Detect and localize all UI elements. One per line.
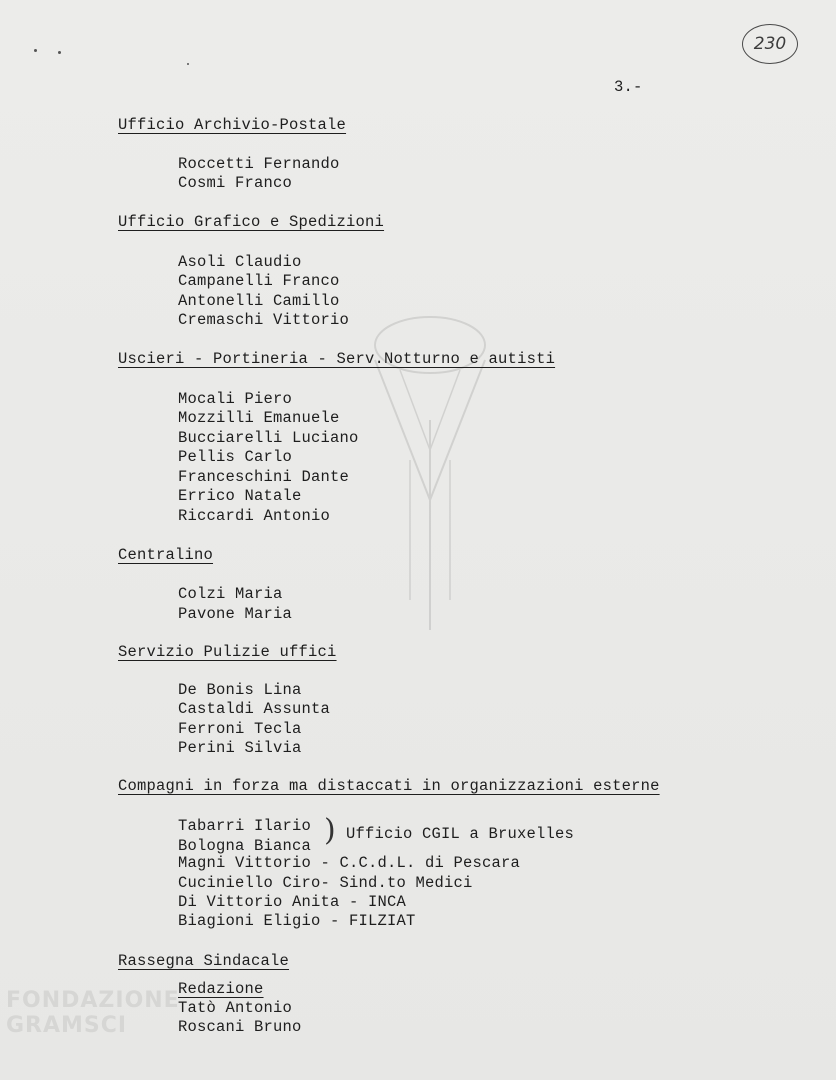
name-line: Antonelli Camillo xyxy=(178,292,340,310)
name-line: Pellis Carlo xyxy=(178,448,293,466)
speck xyxy=(187,63,189,65)
page-number: 3.- xyxy=(614,78,643,96)
speck xyxy=(34,49,37,52)
name-line: Franceschini Dante xyxy=(178,468,350,486)
name-line: Perini Silvia xyxy=(178,739,302,757)
name-line: Mozzilli Emanuele xyxy=(178,409,340,427)
name-line: Tatò Antonio xyxy=(178,999,293,1017)
bruxelles-note: Ufficio CGIL a Bruxelles xyxy=(346,825,575,843)
name-line: Cuciniello Ciro- Sind.to Medici xyxy=(178,874,473,892)
name-line: Tabarri Ilario xyxy=(178,817,312,835)
section-heading-archivio: Ufficio Archivio-Postale xyxy=(118,116,347,134)
subheading-redazione: Redazione xyxy=(178,980,264,998)
name-line: Roscani Bruno xyxy=(178,1018,302,1036)
name-line: De Bonis Lina xyxy=(178,681,302,699)
name-line: Bologna Bianca xyxy=(178,837,312,855)
name-line: Cosmi Franco xyxy=(178,174,293,192)
name-line: Cremaschi Vittorio xyxy=(178,311,350,329)
name-line: Riccardi Antonio xyxy=(178,507,331,525)
name-line: Di Vittorio Anita - INCA xyxy=(178,893,407,911)
name-line: Errico Natale xyxy=(178,487,302,505)
name-line: Biagioni Eligio - FILZIAT xyxy=(178,912,416,930)
name-line: Magni Vittorio - C.C.d.L. di Pescara xyxy=(178,854,521,872)
name-line: Bucciarelli Luciano xyxy=(178,429,359,447)
section-heading-grafico: Ufficio Grafico e Spedizioni xyxy=(118,213,385,231)
name-line: Mocali Piero xyxy=(178,390,293,408)
name-line: Campanelli Franco xyxy=(178,272,340,290)
section-heading-rassegna: Rassegna Sindacale xyxy=(118,952,290,970)
section-heading-uscieri: Uscieri - Portineria - Serv.Notturno e autisti xyxy=(118,350,556,368)
name-line: Roccetti Fernando xyxy=(178,155,340,173)
fondazione-watermark-logo: FONDAZIONE GRAMSCI xyxy=(6,988,180,1038)
archive-page-stamp: 230 xyxy=(742,24,798,64)
section-heading-pulizie: Servizio Pulizie uffici xyxy=(118,643,337,661)
section-heading-distaccati: Compagni in forza ma distaccati in organizzazioni esterne xyxy=(118,777,660,795)
brace-left: ) xyxy=(324,813,336,848)
speck xyxy=(58,51,61,54)
name-line: Colzi Maria xyxy=(178,585,283,603)
name-line: Pavone Maria xyxy=(178,605,293,623)
name-line: Ferroni Tecla xyxy=(178,720,302,738)
name-line: Asoli Claudio xyxy=(178,253,302,271)
name-line: Castaldi Assunta xyxy=(178,700,331,718)
section-heading-centralino: Centralino xyxy=(118,546,214,564)
